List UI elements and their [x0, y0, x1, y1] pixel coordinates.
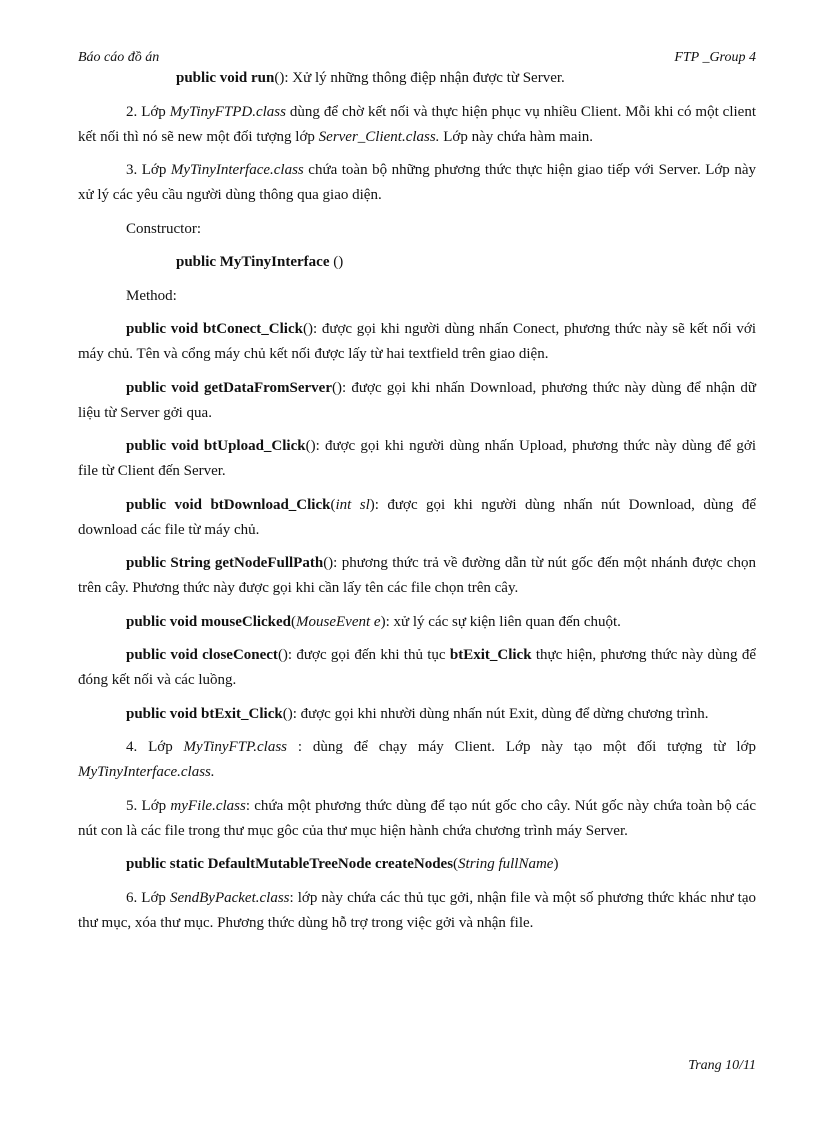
paragraph-text: () — [329, 254, 344, 270]
class-name: MyTinyInterface.class — [170, 162, 304, 178]
paragraph-text: : chứa một phương thức dùng để tạo nút gốc cho cây. Nút gốc này chứa toàn bộ các nút con là các file trong thư mục gôc của thư mục hiện hành chứa chương trình máy Server. — [78, 797, 756, 839]
class-name: MouseEvent e — [296, 613, 381, 630]
paragraph-text: (): được gọi khi nhười dùng nhấn nút Exit, dùng để dừng chương trình. — [282, 705, 709, 722]
paragraph — [78, 643, 756, 693]
paragraph-text: (): được gọi khi người dùng nhấn Conect, phương thức này sẽ kết nối với máy chủ. Tên và cổng máy chủ kết nối được lấy từ hai textfield trên giao diện. — [78, 321, 756, 362]
paragraph — [78, 434, 756, 484]
paragraph-text: dùng để chờ kết nối và thực hiện phục vụ nhiều Client. Mỗi khi có một client kết nối thì nó sẽ new một đối tượng lớp — [78, 103, 756, 145]
paragraph-text: 5. Lớp — [126, 797, 171, 814]
paragraph-text: chứa toàn bộ những phương thức thực hiện giao tiếp với Server. Lớp này xử lý các yêu cầu người dùng thông qua giao diện. — [78, 162, 756, 203]
paragraph — [78, 100, 756, 150]
code-identifier: public MyTinyInterface — [176, 254, 330, 270]
code-identifier: public void btConect_Click — [126, 321, 303, 337]
paragraph-text: (): được gọi khi nhấn Download, phương thức này dùng để nhận dữ liệu từ Server gởi qua. — [78, 379, 757, 421]
code-identifier: public void mouseClicked — [126, 613, 292, 630]
paragraph — [78, 376, 756, 426]
paragraph-text: ( — [453, 856, 459, 872]
paragraph-text: (): phương thức trả về đường dẫn từ nút gốc đến một nhánh được chọn trên cây. Phương thức này được gọi khi cần lấy tên các file chọn trên cây. — [78, 555, 756, 596]
code-identifier: public String getNodeFullPath — [126, 555, 324, 571]
class-name: String fullName — [458, 856, 554, 872]
paragraph — [78, 886, 756, 936]
code-identifier: btExit_Click — [449, 647, 532, 663]
paragraph — [78, 217, 756, 242]
paragraph-text: (): Xử lý những thông điệp nhận được từ Server. — [274, 70, 565, 86]
paragraph-text: : lớp này chứa các thủ tục gởi, nhận file và một số phương thức khác như tạo thư mục, xóa thư mục. Phương thức dùng hỗ trợ trong việc gởi và nhận file. — [78, 889, 756, 931]
class-name: int sl — [335, 496, 370, 513]
paragraph-text: 2. Lớp — [126, 103, 170, 120]
paragraph — [78, 158, 756, 208]
paragraph — [78, 794, 756, 844]
paragraph-text: ( — [291, 613, 297, 630]
code-identifier: public void btExit_Click — [126, 705, 283, 722]
paragraph-text: 4. Lớp — [126, 739, 184, 755]
paragraph-text: : dùng để chạy máy Client. Lớp này tạo một đối tượng từ lớp — [287, 739, 756, 755]
paragraph-text: thực hiện, phương thức này dùng để đóng kết nối và các luồng. — [78, 647, 756, 688]
class-name: MyTinyFTPD.class — [169, 103, 286, 120]
paragraph — [78, 66, 756, 91]
paragraph — [78, 317, 756, 367]
paragraph-text: ): xử lý các sự kiện liên quan đến chuột. — [380, 613, 621, 630]
paragraph-text: ): được gọi khi người dùng nhấn nút Download, dùng để download các file từ máy chủ. — [78, 496, 756, 538]
paragraph — [78, 702, 756, 727]
code-identifier: public void closeConect — [126, 647, 278, 663]
paragraph — [78, 852, 756, 877]
paragraph-text: 3. Lớp — [126, 162, 171, 178]
class-name: Server_Client.class. — [318, 128, 440, 145]
paragraph-text: ( — [330, 496, 336, 513]
header-group-name: FTP _Group 4 — [674, 50, 756, 65]
code-identifier: public void btDownload_Click — [126, 496, 331, 513]
document-body — [78, 66, 756, 944]
class-name: MyTinyInterface.class. — [78, 764, 215, 780]
class-name: MyTinyFTP.class — [183, 739, 288, 755]
paragraph — [78, 250, 756, 275]
code-identifier: public static DefaultMutableTreeNode createNodes — [126, 856, 454, 872]
paragraph — [78, 610, 756, 635]
paragraph-text: (): được gọi khi người dùng nhấn Upload, phương thức này dùng để gởi file từ Client đến Server. — [78, 438, 756, 479]
class-name: SendByPacket.class — [169, 889, 290, 906]
paragraph — [78, 493, 756, 543]
paragraph-text: Constructor: — [126, 220, 201, 237]
paragraph-text: Lớp này chứa hàm main. — [439, 128, 593, 145]
paragraph — [78, 735, 756, 785]
class-name: myFile.class — [170, 797, 246, 814]
code-identifier: public void getDataFromServer — [126, 379, 332, 396]
header-report-title: Báo cáo đồ án — [78, 50, 160, 65]
paragraph — [78, 551, 756, 601]
code-identifier: public void btUpload_Click — [126, 438, 306, 454]
paragraph-text: Method: — [126, 287, 177, 304]
paragraph-text: (): được gọi đến khi thủ tục — [277, 647, 450, 663]
paragraph-text: 6. Lớp — [126, 889, 170, 906]
paragraph — [78, 284, 756, 309]
page-number: Trang 10/11 — [688, 1058, 756, 1073]
code-identifier: public void run — [176, 70, 275, 86]
paragraph-text: ) — [553, 856, 559, 872]
